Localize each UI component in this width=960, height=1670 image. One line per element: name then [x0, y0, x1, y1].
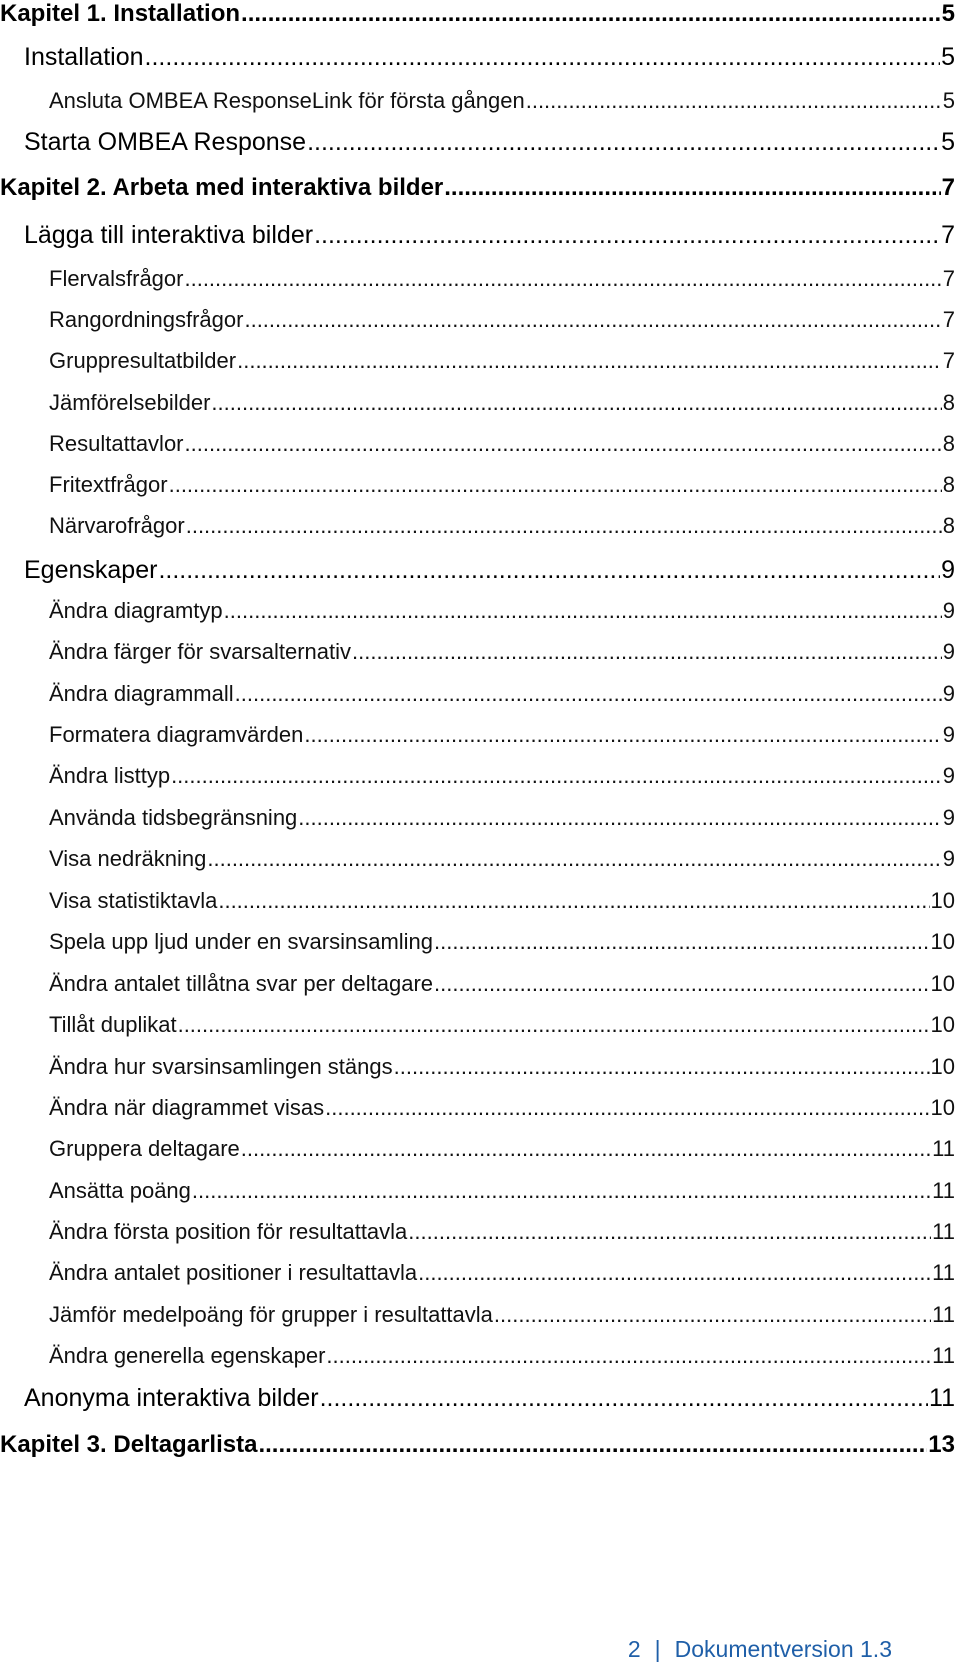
toc-entry[interactable]: [24, 1384, 955, 1413]
toc-entry-title: Rangordningsfrågor: [49, 307, 244, 332]
toc-entry-title: Ändra diagramtyp: [49, 598, 223, 623]
toc-entry-page-number: 7: [942, 348, 955, 373]
toc-dot-leader: [241, 1136, 931, 1162]
toc-dot-leader: [434, 971, 930, 997]
toc-entry[interactable]: [49, 348, 955, 374]
toc-entry[interactable]: [24, 43, 955, 72]
toc-dot-leader: [218, 888, 929, 914]
toc-entry-page-number: 11: [932, 1178, 955, 1203]
toc-entry-page-number: 10: [930, 929, 955, 954]
toc-entry-page-number: 10: [930, 1095, 955, 1120]
toc-entry-title: Kapitel 3. Deltagarlista: [0, 1431, 258, 1458]
toc-entry[interactable]: [49, 1302, 955, 1328]
toc-entry-title: Kapitel 2. Arbeta med interaktiva bilder: [0, 174, 444, 201]
toc-entry[interactable]: [49, 390, 955, 416]
footer-separator: |: [654, 1636, 661, 1662]
toc-entry-page-number: 7: [942, 307, 955, 332]
toc-dot-leader: [178, 1012, 930, 1038]
toc-dot-leader: [444, 174, 940, 202]
toc-entry[interactable]: [49, 1012, 955, 1038]
toc-entry[interactable]: [49, 266, 955, 292]
toc-entry[interactable]: [49, 1260, 955, 1286]
toc-entry-page-number: 5: [941, 0, 955, 27]
toc-entry-page-number: 10: [930, 1012, 955, 1037]
toc-entry[interactable]: [49, 1219, 955, 1245]
toc-dot-leader: [307, 128, 940, 157]
toc-entry-page-number: 10: [930, 1054, 955, 1079]
toc-entry-page-number: 9: [942, 639, 955, 664]
toc-dot-leader: [184, 266, 941, 292]
toc-entry[interactable]: [49, 971, 955, 997]
toc-entry-title: Ändra antalet positioner i resultattavla: [49, 1260, 418, 1285]
toc-entry-title: Anonyma interaktiva bilder: [24, 1384, 319, 1412]
toc-entry[interactable]: [49, 639, 955, 665]
toc-entry[interactable]: [49, 681, 955, 707]
toc-entry-title: Ändra generella egenskaper: [49, 1343, 326, 1368]
toc-entry[interactable]: [49, 1343, 955, 1369]
toc-entry[interactable]: [49, 307, 955, 333]
toc-entry-title: Visa nedräkning: [49, 846, 207, 871]
toc-entry-page-number: 9: [941, 556, 955, 584]
toc-entry-title: Ändra antalet tillåtna svar per deltagare: [49, 971, 434, 996]
toc-entry[interactable]: [49, 846, 955, 872]
footer-document-version: Dokumentversion 1.3: [674, 1636, 892, 1662]
toc-dot-leader: [408, 1219, 931, 1245]
toc-dot-leader: [352, 639, 942, 665]
toc-entry-page-number: 13: [928, 1431, 955, 1458]
page-footer: [628, 1636, 892, 1663]
toc-dot-leader: [326, 1343, 931, 1369]
toc-entry-page-number: 9: [942, 846, 955, 871]
toc-dot-leader: [235, 681, 942, 707]
toc-entry-title: Ändra färger för svarsalternativ: [49, 639, 352, 664]
toc-entry[interactable]: [49, 1095, 955, 1121]
toc-dot-leader: [211, 390, 941, 416]
toc-dot-leader: [171, 763, 942, 789]
toc-entry[interactable]: [49, 805, 955, 831]
toc-entry-page-number: 8: [942, 431, 955, 456]
toc-entry-page-number: 9: [942, 763, 955, 788]
toc-entry[interactable]: [49, 1136, 955, 1162]
toc-dot-leader: [434, 929, 930, 955]
toc-entry[interactable]: [24, 221, 955, 250]
toc-entry-title: Ansluta OMBEA ResponseLink för första gången: [49, 88, 525, 113]
toc-entry-title: Jämför medelpoäng för grupper i resultattavla: [49, 1302, 493, 1327]
toc-entry-title: Närvarofrågor: [49, 513, 185, 538]
toc-entry-title: Gruppresultatbilder: [49, 348, 237, 373]
toc-entry-title: Ändra diagrammall: [49, 681, 234, 706]
toc-entry-title: Egenskaper: [24, 556, 158, 584]
toc-dot-leader: [237, 348, 942, 374]
toc-entry-page-number: 8: [942, 513, 955, 538]
toc-entry-title: Använda tidsbegränsning: [49, 805, 298, 830]
toc-dot-leader: [526, 88, 942, 114]
toc-entry[interactable]: [49, 1054, 955, 1080]
toc-entry-page-number: 9: [942, 681, 955, 706]
toc-dot-leader: [258, 1431, 927, 1459]
toc-entry-title: Ändra hur svarsinsamlingen stängs: [49, 1054, 393, 1079]
toc-entry-page-number: 8: [942, 390, 955, 415]
toc-entry-page-number: 11: [932, 1136, 955, 1161]
toc-entry-page-number: 11: [932, 1302, 955, 1327]
toc-entry-page-number: 9: [942, 805, 955, 830]
toc-entry-title: Formatera diagramvärden: [49, 722, 304, 747]
toc-entry-page-number: 7: [942, 266, 955, 291]
toc-dot-leader: [320, 1384, 928, 1413]
toc-entry-title: Ansätta poäng: [49, 1178, 191, 1203]
toc-entry-title: Ändra första position för resultattavla: [49, 1219, 408, 1244]
toc-dot-leader: [145, 43, 941, 72]
toc-dot-leader: [314, 221, 940, 250]
toc-entry-page-number: 11: [932, 1219, 955, 1244]
toc-entry-page-number: 5: [942, 88, 955, 113]
toc-dot-leader: [244, 307, 941, 333]
toc-entry-title: Flervalsfrågor: [49, 266, 184, 291]
toc-entry[interactable]: [0, 1431, 955, 1459]
toc-entry[interactable]: [49, 929, 955, 955]
toc-entry[interactable]: [49, 763, 955, 789]
toc-entry[interactable]: [49, 722, 955, 748]
toc-entry[interactable]: [24, 556, 955, 585]
toc-entry[interactable]: [24, 128, 955, 157]
toc-dot-leader: [158, 556, 940, 585]
toc-entry-page-number: 7: [941, 174, 955, 201]
footer-page-number: 2: [627, 1636, 641, 1662]
toc-entry[interactable]: [49, 1178, 955, 1204]
toc-entry[interactable]: [49, 513, 955, 539]
toc-entry-page-number: 11: [932, 1260, 955, 1285]
toc-entry[interactable]: [0, 174, 955, 202]
toc-entry-page-number: 10: [930, 888, 955, 913]
toc-dot-leader: [241, 0, 941, 28]
toc-entry-title: Gruppera deltagare: [49, 1136, 240, 1161]
toc-entry-title: Kapitel 1. Installation: [0, 0, 241, 27]
toc-entry-page-number: 8: [942, 472, 955, 497]
toc-entry-title: Resultattavlor: [49, 431, 184, 456]
toc-entry-page-number: 11: [929, 1384, 955, 1412]
toc-dot-leader: [394, 1054, 930, 1080]
toc-entry-title: Tillåt duplikat: [49, 1012, 177, 1037]
toc-entry-title: Lägga till interaktiva bilder: [24, 221, 314, 249]
toc-entry-page-number: 11: [932, 1343, 955, 1368]
toc-entry-title: Jämförelsebilder: [49, 390, 211, 415]
toc-entry-title: Starta OMBEA Response: [24, 128, 307, 156]
toc-dot-leader: [418, 1260, 931, 1286]
toc-dot-leader: [192, 1178, 931, 1204]
toc-dot-leader: [186, 513, 942, 539]
toc-dot-leader: [298, 805, 941, 831]
toc-entry-title: Ändra när diagrammet visas: [49, 1095, 325, 1120]
toc-entry-page-number: 9: [942, 722, 955, 747]
toc-entry-title: Ändra listtyp: [49, 763, 171, 788]
toc-entry-title: Visa statistiktavla: [49, 888, 218, 913]
toc-entry-title: Installation: [24, 43, 144, 71]
toc-dot-leader: [185, 431, 942, 457]
toc-dot-leader: [494, 1302, 931, 1328]
toc-dot-leader: [325, 1095, 929, 1121]
toc-dot-leader: [304, 722, 941, 748]
toc-entry[interactable]: [49, 888, 955, 914]
toc-dot-leader: [169, 472, 942, 498]
toc-entry-page-number: 7: [941, 221, 955, 249]
toc-entry-page-number: 10: [930, 971, 955, 996]
toc-entry[interactable]: [0, 0, 955, 28]
toc-entry-title: Spela upp ljud under en svarsinsamling: [49, 929, 434, 954]
toc-entry[interactable]: [49, 88, 955, 114]
toc-dot-leader: [224, 598, 942, 624]
toc-entry-page-number: 9: [942, 598, 955, 623]
toc-entry[interactable]: [49, 472, 955, 498]
toc-entry[interactable]: [49, 431, 955, 457]
toc-entry[interactable]: [49, 598, 955, 624]
toc-entry-page-number: 5: [941, 128, 955, 156]
toc-dot-leader: [207, 846, 941, 872]
toc-entry-title: Fritextfrågor: [49, 472, 168, 497]
toc-entry-page-number: 5: [941, 43, 955, 71]
